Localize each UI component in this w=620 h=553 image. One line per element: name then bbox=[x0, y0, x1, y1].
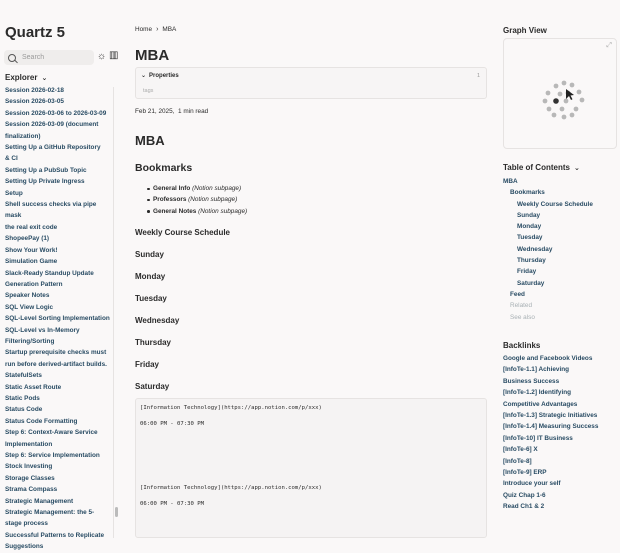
backlink-item[interactable]: [InfoTe-10] IT Business bbox=[503, 434, 573, 442]
graph-node[interactable] bbox=[560, 107, 565, 112]
backlink-item[interactable]: [InfoTe-8] bbox=[503, 457, 532, 465]
search-placeholder: Search bbox=[22, 54, 45, 61]
toc-item[interactable]: Feed bbox=[510, 290, 525, 298]
explorer-title: Explorer bbox=[5, 73, 38, 82]
backlinks-title: Backlinks bbox=[503, 341, 541, 350]
properties-label: Properties bbox=[149, 72, 179, 79]
explorer-item[interactable]: Strama Compass bbox=[5, 486, 58, 494]
breadcrumb-home[interactable]: Home bbox=[135, 26, 153, 33]
main-content bbox=[135, 0, 487, 538]
explorer-item[interactable]: Simulation Game bbox=[5, 258, 58, 266]
explorer-item[interactable]: run before derived-artifact builds. bbox=[5, 360, 107, 368]
expand-icon[interactable]: ⤢ bbox=[606, 42, 612, 49]
backlink-item[interactable]: Introduce your self bbox=[503, 480, 561, 488]
graph-node[interactable] bbox=[543, 99, 548, 104]
explorer-item[interactable]: Session 2026-03-05 bbox=[5, 98, 64, 106]
day-heading: Monday bbox=[135, 272, 166, 281]
toc-toggle[interactable] bbox=[503, 163, 580, 172]
backlinks-list bbox=[503, 353, 620, 513]
chevron-down-icon: ⌄ bbox=[41, 74, 48, 82]
explorer-item[interactable]: ShopeePay (1) bbox=[5, 235, 50, 243]
read-time: 1 min read bbox=[178, 108, 209, 115]
sun-icon[interactable]: ☼ bbox=[97, 51, 107, 62]
explorer-item[interactable]: Implementation bbox=[5, 440, 53, 448]
bookmark-item bbox=[147, 183, 247, 194]
site-title[interactable]: Quartz 5 bbox=[5, 24, 66, 41]
properties-count: 1 bbox=[476, 73, 480, 79]
explorer-item[interactable]: Startup prerequisite checks must bbox=[5, 349, 107, 357]
explorer-item[interactable]: Strategic Management bbox=[5, 497, 74, 505]
explorer-item[interactable]: SQL-Level vs In-Memory bbox=[5, 326, 80, 334]
book-icon[interactable]: ▥ bbox=[109, 50, 119, 61]
toc-item[interactable]: Sunday bbox=[517, 211, 541, 219]
graph-node[interactable] bbox=[564, 99, 569, 104]
graph-node[interactable] bbox=[554, 84, 559, 89]
day-heading: Friday bbox=[135, 360, 160, 369]
graph-node[interactable] bbox=[570, 113, 575, 118]
backlink-item[interactable]: Read Ch1 & 2 bbox=[503, 503, 545, 511]
explorer-item[interactable]: the real exit code bbox=[5, 223, 58, 231]
bookmark-title[interactable]: Professors bbox=[153, 196, 187, 204]
chevron-right-icon: › bbox=[156, 26, 159, 33]
search-icon bbox=[8, 54, 16, 62]
code-line: 06:00 PM - 07:30 PM bbox=[140, 501, 204, 507]
day-heading: Thursday bbox=[135, 338, 172, 347]
chevron-down-icon: ⌄ bbox=[573, 164, 580, 172]
explorer-item[interactable]: SQL-Level Sorting Implementation bbox=[5, 315, 110, 323]
graph-node[interactable] bbox=[580, 98, 585, 103]
code-block bbox=[135, 398, 487, 538]
toc-item[interactable]: Tuesday bbox=[517, 234, 543, 242]
code-line: [Information Technology](https://app.notion.com/p/xxx) bbox=[140, 485, 322, 491]
explorer-item[interactable]: Successful Patterns to Replicate bbox=[5, 531, 105, 539]
backlink-item[interactable]: [InfoTe-9] ERP bbox=[503, 469, 547, 477]
breadcrumb-current: MBA bbox=[162, 26, 177, 33]
explorer-item[interactable]: Session 2026-03-09 (document bbox=[5, 121, 99, 129]
toc-item[interactable]: Bookmarks bbox=[510, 189, 545, 197]
content-heading: MBA bbox=[135, 133, 165, 148]
properties-toggle[interactable] bbox=[141, 72, 179, 79]
bookmark-note: (Notion subpage) bbox=[198, 207, 248, 215]
search-bar[interactable] bbox=[4, 50, 94, 65]
explorer-item[interactable]: Setting Up a PubSub Topic bbox=[5, 166, 87, 174]
graph-view[interactable] bbox=[503, 38, 617, 149]
page-date: Feb 21, 2025, bbox=[135, 108, 175, 115]
toc-title: Table of Contents bbox=[503, 163, 570, 172]
day-heading: Saturday bbox=[135, 382, 170, 391]
explorer-item[interactable]: finalization) bbox=[5, 132, 41, 140]
tags-label: tags bbox=[143, 88, 154, 94]
backlink-item[interactable]: [InfoTe-1.4] Measuring Success bbox=[503, 423, 599, 431]
explorer-item[interactable]: Setting Up Private Ingress bbox=[5, 178, 85, 186]
toc-item[interactable]: MBA bbox=[503, 178, 518, 185]
explorer-scrollbar[interactable] bbox=[113, 87, 117, 538]
explorer-item[interactable]: SQL View Logic bbox=[5, 303, 54, 311]
graph-node[interactable] bbox=[562, 115, 567, 120]
explorer-item[interactable]: stage process bbox=[5, 520, 48, 528]
explorer-item[interactable]: Static Pods bbox=[5, 394, 40, 402]
bookmark-note: (Notion subpage) bbox=[192, 185, 242, 192]
backlink-item[interactable]: Google and Facebook Videos bbox=[503, 355, 593, 362]
scrollbar-thumb[interactable] bbox=[115, 507, 118, 517]
explorer-item[interactable]: Storage Classes bbox=[5, 474, 55, 482]
explorer-item[interactable]: Session 2026-03-06 to 2026-03-09 bbox=[5, 109, 107, 117]
backlink-item[interactable]: [InfoTe-6] X bbox=[503, 446, 538, 454]
properties-panel[interactable] bbox=[135, 67, 487, 99]
graph-node[interactable] bbox=[577, 90, 582, 95]
explorer-item[interactable]: Stock Investing bbox=[5, 463, 53, 471]
graph-node[interactable] bbox=[547, 107, 552, 112]
explorer-item[interactable]: Static Asset Route bbox=[5, 383, 62, 391]
breadcrumb bbox=[135, 26, 176, 33]
graph-node[interactable] bbox=[553, 98, 559, 104]
page-title: MBA bbox=[135, 47, 170, 64]
explorer-item[interactable]: Status Code bbox=[5, 406, 43, 414]
left-sidebar bbox=[0, 0, 120, 551]
day-heading: Wednesday bbox=[135, 316, 180, 325]
toc-item[interactable]: Monday bbox=[517, 223, 542, 231]
backlink-item[interactable]: [InfoTe-1.2] Identifying bbox=[503, 389, 572, 397]
toc-item[interactable]: Saturday bbox=[517, 279, 545, 287]
explorer-item[interactable]: Session 2026-02-18 bbox=[5, 87, 64, 94]
toc-item[interactable]: Wednesday bbox=[517, 245, 553, 253]
graph-node[interactable] bbox=[562, 81, 567, 86]
explorer-item[interactable]: Setting Up a GitHub Repository bbox=[5, 144, 101, 152]
chevron-down-icon: ⌄ bbox=[141, 73, 147, 79]
explorer-item[interactable]: Status Code Formatting bbox=[5, 417, 78, 425]
explorer-item[interactable]: Step 6: Context-Aware Service bbox=[5, 429, 98, 437]
graph-node[interactable] bbox=[558, 92, 563, 97]
explorer-toggle[interactable] bbox=[5, 73, 47, 82]
toc-item[interactable]: See also bbox=[510, 313, 535, 321]
graph-title: Graph View bbox=[503, 26, 547, 35]
day-heading: Tuesday bbox=[135, 294, 167, 303]
bookmarks-heading: Bookmarks bbox=[135, 162, 193, 174]
bookmark-title[interactable]: General Info bbox=[153, 185, 191, 192]
backlink-item[interactable]: [InfoTe-1.3] Strategic Initiatives bbox=[503, 412, 598, 420]
explorer-item[interactable]: Speaker Notes bbox=[5, 292, 50, 300]
bookmarks-list bbox=[147, 183, 247, 217]
code-line: 06:00 PM - 07:30 PM bbox=[140, 421, 204, 427]
explorer-item[interactable]: StatefulSets bbox=[5, 372, 42, 380]
backlink-item[interactable]: Competitive Advantages bbox=[503, 400, 578, 408]
page-meta bbox=[135, 108, 208, 115]
toc-item[interactable]: Friday bbox=[517, 268, 537, 276]
explorer-tree bbox=[5, 85, 113, 553]
toc-item[interactable]: Thursday bbox=[517, 257, 546, 265]
explorer-item[interactable]: Strategic Management: the 5- bbox=[5, 509, 95, 517]
toc-item[interactable]: Weekly Course Schedule bbox=[517, 200, 593, 208]
toc-list bbox=[503, 176, 620, 323]
explorer-item[interactable]: Show Your Work! bbox=[5, 246, 58, 254]
explorer-item[interactable]: Suggestions bbox=[5, 543, 44, 551]
explorer-item[interactable]: Slack-Ready Standup Update bbox=[5, 269, 94, 277]
toc-item[interactable]: Related bbox=[510, 302, 533, 310]
right-sidebar bbox=[503, 0, 620, 538]
explorer-item[interactable]: Step 6: Service Implementation bbox=[5, 452, 100, 459]
bookmark-item bbox=[147, 194, 247, 205]
graph-node[interactable] bbox=[570, 83, 575, 88]
bookmark-title[interactable]: General Notes bbox=[153, 207, 197, 215]
explorer-item[interactable]: Setup bbox=[5, 189, 23, 197]
code-line: [Information Technology](https://app.notion.com/p/xxx) bbox=[140, 405, 322, 411]
backlink-item[interactable]: Quiz Chap 1-6 bbox=[503, 491, 546, 499]
graph-node[interactable] bbox=[574, 107, 579, 112]
graph-node[interactable] bbox=[546, 91, 551, 96]
bookmark-item bbox=[147, 206, 247, 217]
graph-canvas[interactable] bbox=[504, 39, 618, 150]
explorer-item[interactable]: & CI bbox=[5, 155, 18, 163]
day-heading: Sunday bbox=[135, 250, 164, 259]
schedule-heading: Weekly Course Schedule bbox=[135, 228, 230, 237]
graph-node[interactable] bbox=[552, 113, 557, 118]
bookmark-note: (Notion subpage) bbox=[188, 196, 238, 204]
explorer-item[interactable]: Shell success checks via pipe mask bbox=[5, 201, 97, 220]
backlink-item[interactable]: [InfoTe-1.1] Achieving bbox=[503, 366, 570, 374]
explorer-item[interactable]: Filtering/Sorting bbox=[5, 337, 55, 345]
explorer-item[interactable]: Generation Pattern bbox=[5, 280, 63, 288]
backlink-item[interactable]: Business Success bbox=[503, 377, 560, 385]
cursor-icon bbox=[566, 89, 574, 100]
